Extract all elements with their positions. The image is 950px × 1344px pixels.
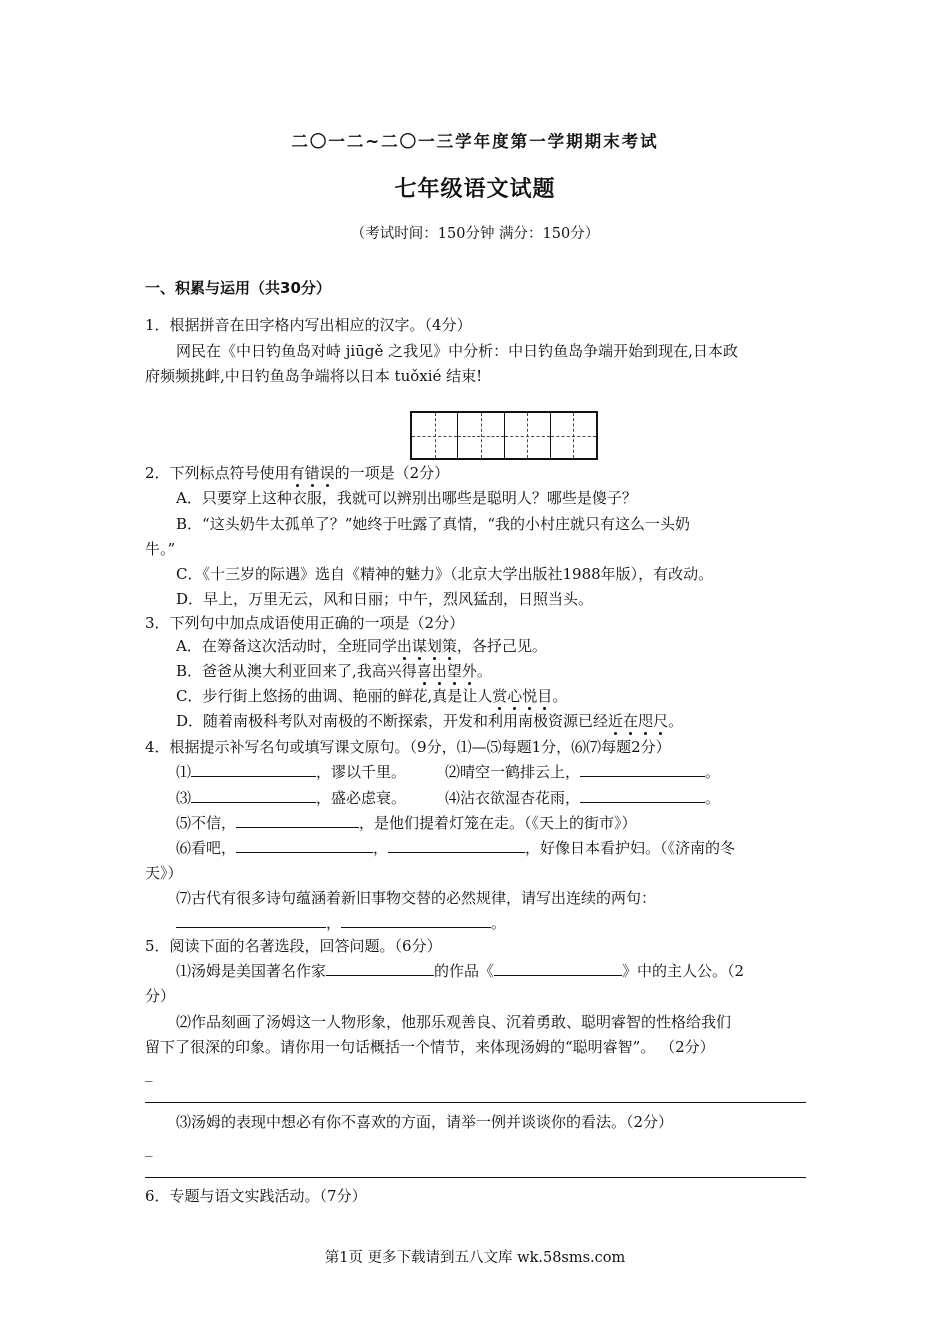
q5-sub3: ⑶汤姆的表现中想必有你不喜欢的方面，请举一例并谈谈你的看法。（2分） [176, 1113, 674, 1131]
fill-blank[interactable] [191, 788, 316, 803]
q5-sub1 [176, 961, 744, 981]
q4-item-2 [445, 762, 720, 782]
q4-item-7: ⑺古代有很多诗句蕴涵着新旧事物交替的必然规律，请写出连续的两句： [176, 889, 657, 907]
item-text: 。 [491, 914, 507, 932]
emphasis-char: 赏 [492, 687, 508, 705]
q4-item-4 [445, 788, 720, 808]
q4-item-1 [176, 762, 406, 782]
item-text: ⑷沾衣欲湿杏花雨， [445, 789, 581, 807]
q6-stem: 6．专题与语文实践活动。（7分） [145, 1187, 367, 1205]
item-text: ⑶ [176, 789, 192, 807]
emphasis-char: 望 [446, 662, 462, 680]
page-footer: 第1页 更多下载请到五八文库 wk.58sms.com [324, 1250, 626, 1266]
q2-option-b-line2: 牛。” [145, 540, 176, 558]
item-text: 的作品《 [434, 962, 495, 980]
q3-stem: 3．下列句中加点成语使用正确的一项是（2分） [145, 614, 465, 632]
q4-item-6 [176, 838, 735, 858]
q2-stem [145, 463, 449, 483]
answer-line[interactable] [145, 1102, 806, 1103]
emphasis-char: 误 [319, 464, 335, 482]
fill-blank[interactable] [236, 813, 359, 828]
fill-blank[interactable] [580, 762, 705, 777]
emphasis-char: 出 [431, 662, 447, 680]
emphasis-char: 目 [537, 687, 553, 705]
item-text: 。 [705, 789, 721, 807]
q5-sub2-line1: ⑵作品刻画了汤姆这一人物形象，他那乐观善良、沉着勇敢、聪明睿智的性格给我们 [176, 1013, 732, 1031]
item-text: ⑴汤姆是美国著名作家 [176, 962, 327, 980]
emphasis-char: 错 [304, 464, 320, 482]
emphasis-char: 外 [461, 662, 477, 680]
answer-line[interactable] [145, 1177, 806, 1178]
q4-item-7-answer [176, 913, 506, 933]
fill-blank[interactable] [494, 961, 622, 976]
q3-option-b [176, 661, 492, 681]
grid-cell[interactable] [551, 413, 596, 458]
emphasis-char: 近 [608, 712, 624, 730]
q4-item-3 [176, 788, 406, 808]
emphasis-char: 喜 [416, 662, 432, 680]
q1-paragraph-line2: 府频频挑衅,中日钓鱼岛争端将以日本 tuǒxié 结束! [145, 367, 483, 385]
q1-stem: 1．根据拼音在田字格内写出相应的汉字。（4分） [145, 316, 472, 334]
grid-cell[interactable] [458, 413, 504, 458]
q3-option-c [176, 686, 567, 706]
option-text: A．在筹备这次活动时，全班同学 [176, 637, 397, 655]
grid-cell[interactable] [505, 413, 551, 458]
q3-option-d [176, 711, 683, 731]
grid-cell[interactable] [412, 413, 458, 458]
answer-dash: _ [145, 1064, 153, 1082]
fill-blank[interactable] [580, 788, 705, 803]
fill-blank[interactable] [191, 762, 316, 777]
q2-stem-post: 的一项是（2分） [334, 464, 450, 482]
item-text: ， [373, 839, 389, 857]
q4-stem: 4．根据提示补写名句或填写课文原句。（9分，⑴—⑸每题1分，⑹⑺每题2分） [145, 738, 671, 756]
emphasis-char: 划 [426, 637, 442, 655]
item-text: ⑹看吧， [176, 839, 237, 857]
tianzige-grid[interactable] [410, 411, 598, 460]
item-text: 》中的主人公。（2 [622, 962, 745, 980]
q4-item-6-cont: 天》） [145, 864, 183, 882]
emphasis-char: 心 [507, 687, 523, 705]
fill-blank[interactable] [341, 913, 491, 928]
q2-option-d: D．早上，万里无云，风和日丽；中午，烈风猛刮，日照当头。 [176, 590, 594, 608]
emphasis-char: 有 [289, 464, 305, 482]
exam-title: 二〇一二~二〇一三学年度第一学期期末考试 [291, 132, 659, 151]
q5-sub1-cont: 分） [145, 987, 176, 1005]
emphasis-char: 策 [441, 637, 457, 655]
emphasis-char: 尺 [653, 712, 669, 730]
item-text: ，谬以千里。 [316, 763, 407, 781]
item-text: 。 [705, 763, 721, 781]
option-text: ，各抒己见。 [456, 637, 547, 655]
option-text: D．随着南极科考队对南极的不断探索，开发和利用南极资源已经 [176, 712, 609, 730]
option-text: B．爸爸从澳大利亚回来了,我高兴得 [176, 662, 417, 680]
emphasis-char: 在 [623, 712, 639, 730]
emphasis-char: 咫 [638, 712, 654, 730]
option-text: 。 [476, 662, 492, 680]
q2-option-a: A．只要穿上这种衣服，我就可以辨别出哪些是聪明人？哪些是傻子？ [176, 489, 637, 507]
answer-dash: _ [145, 1139, 153, 1157]
exam-info: （考试时间：150分钟 满分：150分） [350, 226, 600, 242]
option-text: C．步行街上悠扬的曲调、艳丽的鲜花,真是让人 [176, 687, 493, 705]
paper-title: 七年级语文试题 [394, 177, 556, 202]
item-text: ， [326, 914, 342, 932]
q5-sub2-line2: 留下了很深的印象。请你用一句话概括一个情节，来体现汤姆的“聪明睿智”。 （2分） [145, 1038, 715, 1056]
fill-blank[interactable] [388, 838, 525, 853]
emphasis-char: 悦 [522, 687, 538, 705]
q2-option-b-line1: B．“这头奶牛太孤单了？”她终于吐露了真情，“我的小村庄就只有这么一头奶 [176, 515, 691, 533]
q1-paragraph-line1: 网民在《中日钓鱼岛对峙 jiūgě 之我见》中分析：中日钓鱼岛争端开始到现在,日本政 [176, 342, 738, 360]
item-text: ⑴ [176, 763, 192, 781]
q2-option-c: C．《十三岁的际遇》选自《精神的魅力》（北京大学出版社1988年版），有改动。 [176, 565, 714, 583]
item-text: ⑵晴空一鹤排云上， [445, 763, 581, 781]
q2-stem-pre: 2．下列标点符号使用 [145, 464, 290, 482]
q4-item-5 [176, 813, 637, 833]
fill-blank[interactable] [176, 913, 326, 928]
q5-stem: 5．阅读下面的名著选段，回答问题。（6分） [145, 937, 442, 955]
item-text: ⑸不信， [176, 814, 237, 832]
option-text: 。 [552, 687, 568, 705]
item-text: ，是他们提着灯笼在走。（《天上的街市》） [359, 814, 637, 832]
fill-blank[interactable] [326, 961, 434, 976]
emphasis-char: 谋 [411, 637, 427, 655]
emphasis-char: 出 [396, 637, 412, 655]
fill-blank[interactable] [236, 838, 373, 853]
section-heading: 一、积累与运用（共30分） [145, 279, 331, 297]
item-text: ，好像日本看护妇。（《济南的冬 [525, 839, 736, 857]
option-text: 。 [668, 712, 684, 730]
item-text: ，盛必虑衰。 [316, 789, 407, 807]
q3-option-a [176, 636, 547, 656]
